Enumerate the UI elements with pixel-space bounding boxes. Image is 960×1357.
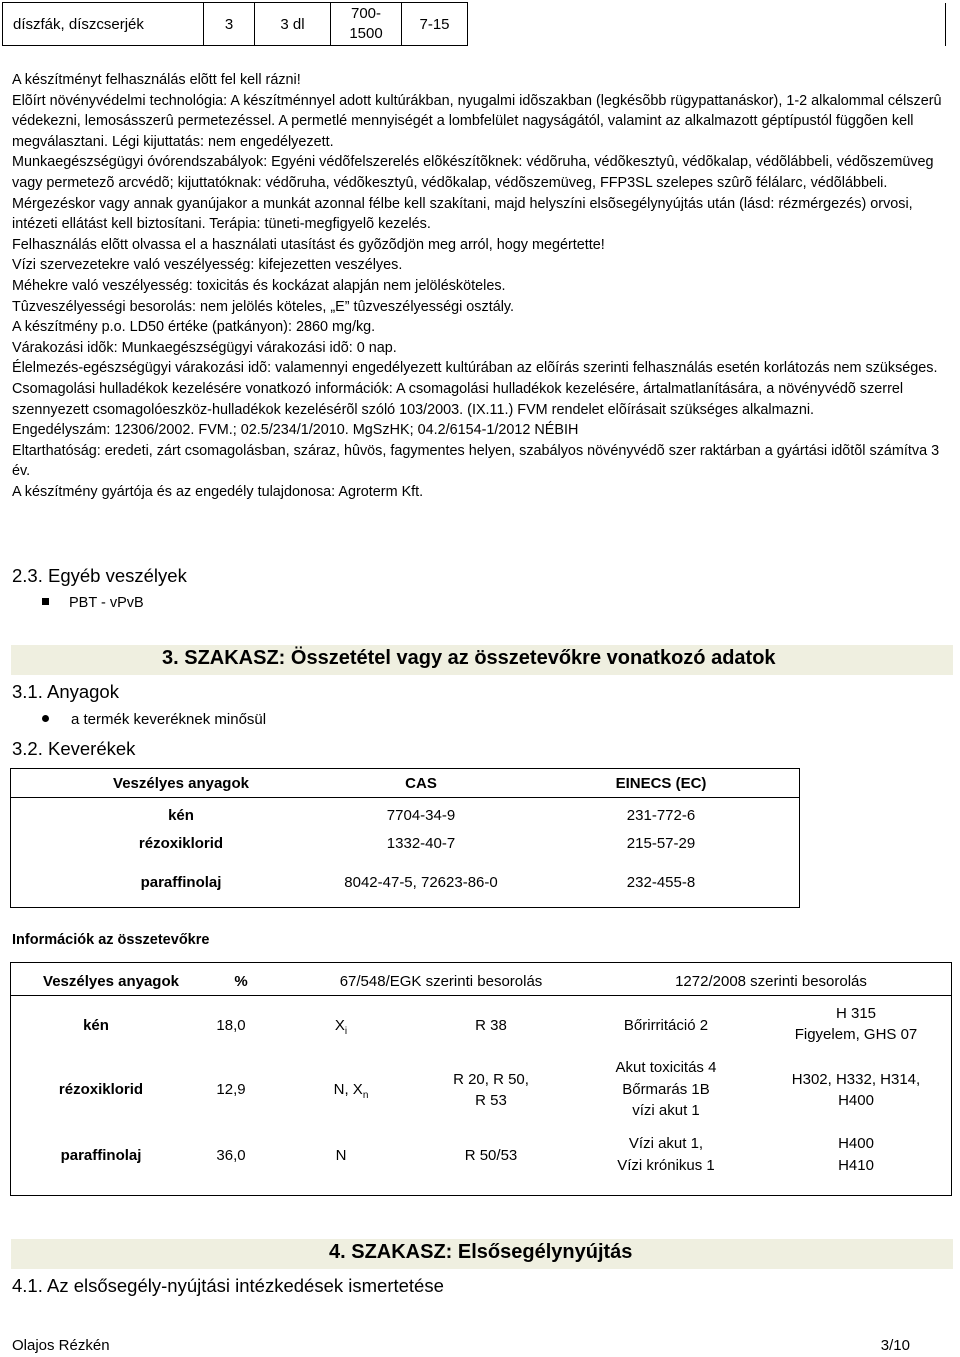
clp-h-statement: H410 <box>838 1157 874 1174</box>
ingredient-info-table <box>10 962 952 1196</box>
cas-number: 1332-40-7 <box>386 835 456 852</box>
crop-cell: díszfák, díszcserjék <box>3 3 204 46</box>
hazard-symbol <box>311 1079 391 1106</box>
clp-class: Bőrmarás 1B <box>622 1081 710 1098</box>
interval-cell: 7-15 <box>402 3 468 46</box>
column-header: 67/548/EGK szerinti besorolás <box>339 973 543 990</box>
column-header: CAS <box>405 775 437 792</box>
clp-h-statement: H 315 <box>835 1005 877 1022</box>
paragraph: Várakozási idõk: Munkaegészségügyi várakozási idõ: 0 nap. <box>12 339 397 356</box>
footer-author: Olajos Rézkén <box>12 1337 110 1354</box>
r-phrase: R 50/53 <box>464 1147 518 1164</box>
section-3-title: 3. SZAKASZ: Összetétel vagy az összetevőkre vonatkozó adatok <box>162 647 776 669</box>
cas-number: 8042-47-5, 72623-86-0 <box>344 874 498 891</box>
section-2-3-heading: 2.3. Egyéb veszélyek <box>12 565 187 586</box>
section-3-1-heading: 3.1. Anyagok <box>12 681 119 702</box>
hazard-symbol <box>311 1015 371 1042</box>
r-phrase: R 20, R 50, R 53 <box>453 1071 529 1109</box>
column-header: Veszélyes anyagok <box>113 775 249 792</box>
paragraph: Méhekre való veszélyesség: toxicitás és kockázat alapján nem jelölésköteles. <box>12 277 506 294</box>
section-4-title: 4. SZAKASZ: Elsősegélynyújtás <box>329 1241 633 1263</box>
dose-cell: 3 <box>204 3 255 46</box>
column-header: % <box>234 973 248 990</box>
substance-name: rézoxiklorid <box>58 1081 144 1098</box>
column-header: 1272/2008 szerinti besorolás <box>675 973 867 990</box>
percentage: 36,0 <box>216 1147 246 1164</box>
clp-h-statement: H302, H332, H314, <box>791 1071 921 1088</box>
usage-instructions <box>12 70 947 502</box>
hazard-symbol-text: X <box>334 1017 345 1034</box>
empty-cell <box>468 3 946 46</box>
section-3-2-heading: 3.2. Keverékek <box>12 738 136 759</box>
column-header: EINECS (EC) <box>615 775 707 792</box>
r-phrase: R 38 <box>475 1017 507 1034</box>
paragraph: Mérgezéskor vagy annak gyanújakor a munkát azonnal félbe kell szakítani, majd helyszíni elsõsegélynyújtás után (lásd: rézmérgezés) orvosi, intézeti ellátást kell biztosítani. Terápia: tüneti-megfigyelõ kezelés. <box>12 195 913 233</box>
einecs-number: 232-455-8 <box>626 874 696 891</box>
paragraph: A készítmény gyártója és az engedély tulajdonosa: Agroterm Kft. <box>12 483 424 500</box>
cas-number: 7704-34-9 <box>386 807 456 824</box>
ingredient-info-title: Információk az összetevőkre <box>12 932 210 948</box>
hazard-symbol <box>311 1145 371 1172</box>
clp-class: vízi akut 1 <box>632 1102 700 1119</box>
substance-name: paraffinolaj <box>140 874 222 891</box>
substance-name: rézoxiklorid <box>138 835 224 852</box>
paragraph: Élelmezés-egészségügyi várakozási idõ: valamennyi engedélyezett kultúrában az elõírás szerinti felhasználás esetén korlátozás nem szükséges. <box>12 360 938 377</box>
application-rate-table <box>2 2 946 46</box>
clp-class: Bőrirritáció 2 <box>623 1017 709 1034</box>
pbt-bullet <box>42 595 144 611</box>
paragraph: A készítményt felhasználás elõtt fel kell rázni! <box>12 72 301 88</box>
hazard-symbol-subscript: i <box>344 1026 348 1037</box>
percentage: 18,0 <box>216 1017 246 1034</box>
substance-bullet <box>42 711 266 728</box>
clp-h-statement: H400 <box>838 1135 874 1152</box>
paragraph: A készítmény p.o. LD50 értéke (patkányon): 2860 mg/kg. <box>12 319 376 336</box>
hazard-symbol-text: N, X <box>333 1081 363 1098</box>
einecs-number: 215-57-29 <box>626 835 696 852</box>
round-bullet-icon <box>42 715 49 722</box>
page-number: 3/10 <box>880 1337 910 1354</box>
paragraph: Munkaegészségügyi óvórendszabályok: Egyéni védõfelszerelés elõkészítõknek: védõruha, védõkesztyû, védõkalap, védõlábbeli, védõszemüveg vagy permetezõ arcvédõ; kijuttatóknak: védõruha, védõkesztyû, védõkalap, védõszemüveg, FFP3SL szelepes szûrõ félálarc, védõlábbeli. <box>12 154 934 191</box>
paragraph: Csomagolási hulladékok kezelésére vonatkozó információk: A csomagolási hulladékok kezelésére, ártalmatlanítására, a növényvédõ szerrel szennyezett csomagolóeszköz-hulladékok kezelésérõl szóló 103/2003. (IX.11.) FVM rendelet elõírásait szükséges alkalmazni. <box>12 380 904 418</box>
hazard-symbol-text: N <box>335 1147 347 1164</box>
bullet-text: a termék keveréknek minősül <box>71 711 267 728</box>
clp-class: Vízi krónikus 1 <box>617 1157 715 1174</box>
header-divider <box>11 797 799 798</box>
paragraph: Elõírt növényvédelmi technológia: A készítménnyel adott kultúrákban, nyugalmi idõszakban (legkésõbb rügypattanáskor), 1-2 alkalommal célszerû védekezni, lemosásszerû permetezéssel. A permetlé mennyiségét a lombfelület nagyságától, valamint az alkalmazott géptípustól függõen kell megválasztani. Légi kijuttatás: nem engedélyezett. <box>12 92 942 150</box>
substance-name: kén <box>168 807 194 824</box>
hazard-symbol-subscript: n <box>362 1090 369 1101</box>
paragraph: Eltarthatóság: eredeti, zárt csomagolásban, száraz, hûvös, fagymentes helyen, szabályos növényvédõ szer raktárban a gyártási idõtõl számítva 3 év. <box>12 442 940 480</box>
water-cell: 3 dl <box>255 3 331 46</box>
paragraph: Engedélyszám: 12306/2002. FVM.; 02.5/234/1/2010. MgSzHK; 04.2/6154-1/2012 NÉBIH <box>12 422 579 439</box>
substance-name: paraffinolaj <box>60 1147 142 1164</box>
header-divider <box>11 995 951 996</box>
clp-h-statement: H400 <box>838 1092 874 1109</box>
substance-name: kén <box>83 1017 109 1034</box>
table-row <box>3 3 946 46</box>
paragraph: Felhasználás elõtt olvassa el a használati utasítást és gyõzõdjön meg arról, hogy megértette! <box>12 236 605 253</box>
section-4-1-heading: 4.1. Az elsősegély-nyújtási intézkedések ismertetése <box>12 1275 444 1296</box>
mixture-table <box>10 768 800 908</box>
paragraph: Tûzveszélyességi besorolás: nem jelölés köteles, „E” tûzveszélyességi osztály. <box>12 298 515 315</box>
clp-class: Akut toxicitás 4 <box>615 1059 717 1076</box>
square-bullet-icon <box>42 598 49 605</box>
spray-volume-cell: 700- 1500 <box>331 3 402 46</box>
clp-signal-word: Figyelem, GHS 07 <box>794 1026 918 1043</box>
bullet-text: PBT - vPvB <box>69 595 144 611</box>
einecs-number: 231-772-6 <box>626 807 696 824</box>
clp-class: Vízi akut 1, <box>628 1135 704 1152</box>
paragraph: Vízi szervezetekre való veszélyesség: kifejezetten veszélyes. <box>12 257 403 274</box>
column-header: Veszélyes anyagok <box>43 973 179 990</box>
percentage: 12,9 <box>216 1081 246 1098</box>
